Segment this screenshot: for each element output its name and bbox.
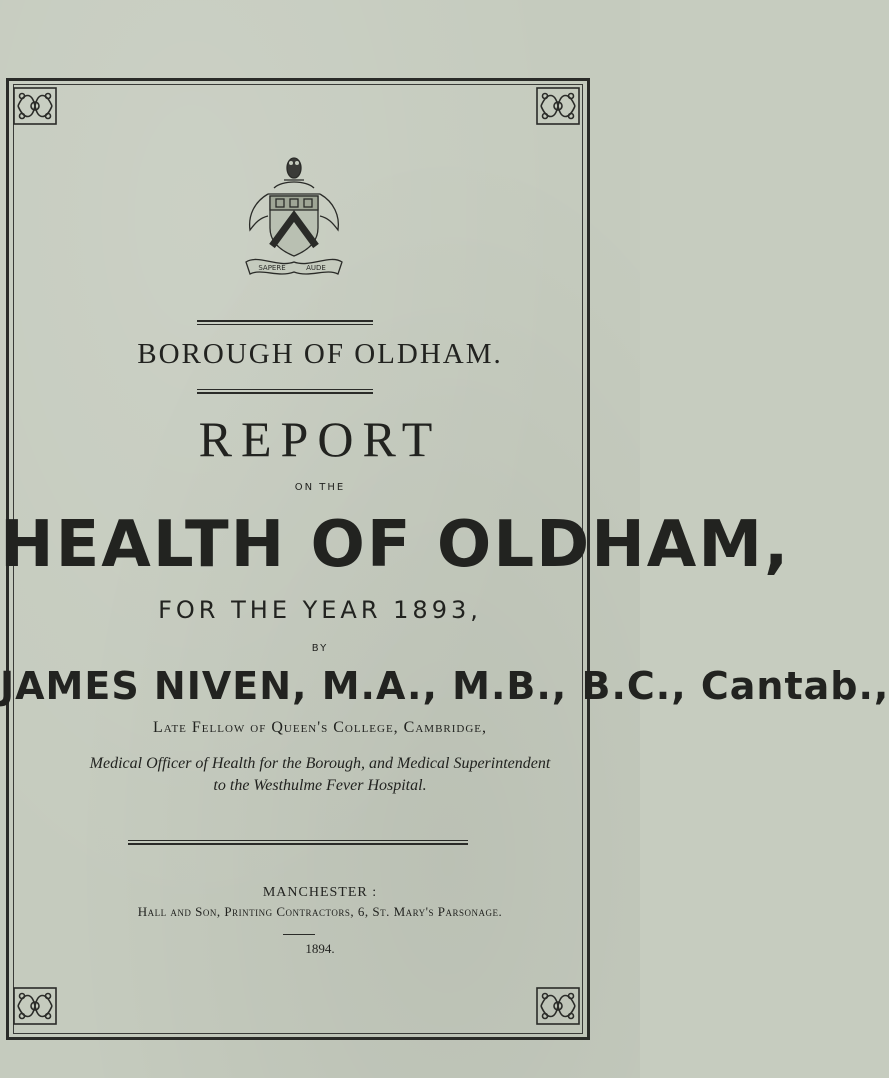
on-the-label: ON THE: [294, 482, 346, 493]
imprint-year: 1894.: [305, 941, 335, 956]
rule-date: [283, 934, 315, 935]
rule-bottom-2: [128, 843, 468, 845]
report-title: REPORT: [198, 411, 442, 467]
corner-ornament-icon: [535, 986, 581, 1026]
coat-of-arms-icon: [238, 150, 350, 280]
by-label: BY: [311, 643, 329, 654]
borough-heading: BOROUGH OF OLDHAM.: [137, 338, 503, 370]
year-line: FOR THE YEAR 1893,: [158, 596, 482, 624]
corner-ornament-icon: [535, 86, 581, 126]
rule-bottom-1: [128, 840, 468, 841]
author-post-line1: Medical Officer of Health for the Borough, and Medical Superintendent: [89, 755, 551, 772]
author-fellowship: Late Fellow of Queen's College, Cambridge,: [152, 719, 488, 736]
rule-mid-1: [197, 389, 373, 390]
imprint-printer: Hall and Son, Printing Contractors, 6, St. Mary's Parsonage.: [137, 904, 503, 919]
health-title: HEALTH OF OLDHAM,: [0, 508, 791, 582]
motto-left: SAPERE: [258, 264, 286, 272]
corner-ornament-icon: [12, 86, 58, 126]
rule-top-1: [197, 320, 373, 322]
motto-right: AUDE: [306, 264, 326, 272]
corner-ornament-icon: [12, 986, 58, 1026]
author-post-line2: to the Westhulme Fever Hospital.: [213, 777, 427, 794]
rule-top-2: [197, 324, 373, 325]
imprint-city: MANCHESTER :: [262, 885, 378, 900]
rule-mid-2: [197, 392, 373, 394]
author-name: JAMES NIVEN, M.A., M.B., B.C., Cantab.,: [0, 664, 889, 708]
